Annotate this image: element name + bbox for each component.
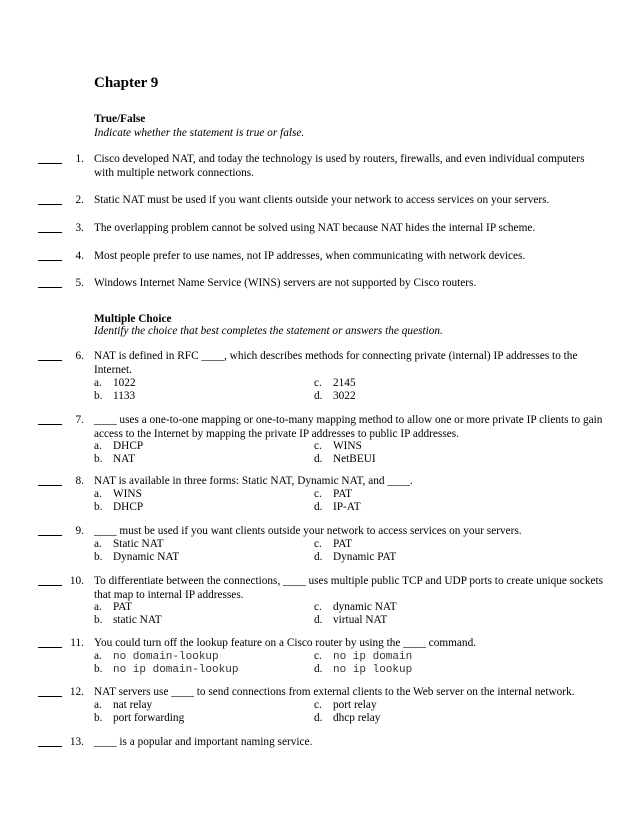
option-c[interactable]: [314, 538, 352, 550]
option-letter: b.: [94, 663, 103, 675]
option-text: WINS: [333, 440, 362, 452]
option-letter: a.: [94, 488, 102, 500]
option-text: 2145: [333, 377, 356, 389]
option-text: PAT: [333, 538, 353, 550]
option-c[interactable]: [314, 699, 377, 711]
option-letter: b.: [94, 453, 103, 465]
option-letter: d.: [314, 551, 323, 563]
question-text: Most people prefer to use names, not IP addresses, when communicating with network devices.: [94, 250, 526, 262]
option-c[interactable]: [314, 440, 362, 452]
option-letter: a.: [94, 538, 102, 550]
option-letter: c.: [314, 440, 322, 452]
option-text: nat relay: [113, 699, 153, 711]
option-text: Static NAT: [113, 538, 164, 550]
option-text: NAT: [113, 453, 135, 465]
question-text: You could turn off the lookup feature on a Cisco router by using the ____ command.: [94, 637, 477, 649]
option-letter: d.: [314, 614, 323, 626]
option-text: 3022: [333, 390, 356, 402]
option-text: DHCP: [113, 440, 144, 452]
option-letter: b.: [94, 501, 103, 513]
question-number: 10.: [69, 575, 84, 587]
option-text: DHCP: [113, 501, 144, 513]
mc-section-instruction: Identify the choice that best completes the statement or answers the question.: [94, 325, 443, 337]
option-letter: c.: [314, 650, 322, 662]
question-number: 4.: [75, 250, 84, 262]
option-b[interactable]: [94, 453, 135, 465]
option-letter: a.: [94, 440, 102, 452]
question-text: NAT is defined in RFC ____, which describes methods for connecting private (internal) IP addresses to the Internet.: [94, 350, 578, 376]
option-text: NetBEUI: [333, 453, 376, 465]
option-c[interactable]: [314, 650, 412, 663]
option-a[interactable]: [94, 377, 136, 389]
option-text: 1133: [113, 390, 136, 402]
option-d[interactable]: [314, 551, 396, 563]
mc-section-title: Multiple Choice: [94, 313, 172, 325]
option-b[interactable]: [94, 614, 162, 626]
option-a[interactable]: [94, 650, 219, 663]
option-letter: d.: [314, 501, 323, 513]
option-b[interactable]: [94, 712, 184, 724]
option-text: no ip lookup: [333, 664, 413, 676]
option-text: Dynamic NAT: [113, 551, 180, 563]
option-letter: c.: [314, 377, 322, 389]
option-d[interactable]: [314, 453, 376, 465]
option-letter: d.: [314, 663, 323, 675]
question-text: ____ is a popular and important naming service.: [94, 736, 313, 748]
option-c[interactable]: [314, 377, 356, 389]
option-letter: c.: [314, 488, 322, 500]
option-d[interactable]: [314, 712, 380, 724]
question-number: 13.: [69, 736, 84, 748]
option-letter: c.: [314, 538, 322, 550]
option-text: WINS: [113, 488, 142, 500]
option-text: no ip domain-lookup: [113, 664, 239, 676]
option-b[interactable]: [94, 501, 143, 513]
option-text: port forwarding: [113, 712, 185, 724]
option-text: no ip domain: [333, 651, 413, 663]
option-d[interactable]: [314, 663, 412, 676]
option-text: 1022: [113, 377, 136, 389]
option-letter: b.: [94, 551, 103, 563]
option-text: virtual NAT: [333, 614, 388, 626]
question-text: Windows Internet Name Service (WINS) servers are not supported by Cisco routers.: [94, 277, 477, 289]
option-text: PAT: [113, 601, 133, 613]
option-letter: a.: [94, 699, 102, 711]
option-b[interactable]: [94, 551, 179, 563]
option-b[interactable]: [94, 663, 238, 676]
question-text: ____ uses a one-to-one mapping or one-to-many mapping method to allow one or more private IP clients to gain access to the Internet by mapping the private IP addresses to public IP addresses.: [94, 414, 603, 440]
option-text: port relay: [333, 699, 377, 711]
option-letter: b.: [94, 390, 103, 402]
question-text: NAT servers use ____ to send connections from external clients to the Web server on the internal network.: [94, 686, 575, 698]
option-text: dynamic NAT: [333, 601, 397, 613]
option-d[interactable]: [314, 614, 387, 626]
question-number: 8.: [75, 475, 84, 487]
tf-section-instruction: Indicate whether the statement is true or false.: [94, 127, 305, 139]
chapter-title: Chapter 9: [94, 75, 159, 91]
question-number: 6.: [75, 350, 84, 362]
option-letter: c.: [314, 699, 322, 711]
option-a[interactable]: [94, 440, 143, 452]
question-text: The overlapping problem cannot be solved using NAT because NAT hides the internal IP scheme.: [94, 222, 536, 234]
option-c[interactable]: [314, 601, 397, 613]
option-letter: a.: [94, 377, 102, 389]
tf-section-title: True/False: [94, 113, 146, 125]
option-d[interactable]: [314, 390, 356, 402]
question-number: 5.: [75, 277, 84, 289]
question-text: Static NAT must be used if you want clients outside your network to access services on your servers.: [94, 194, 550, 206]
question-number: 12.: [69, 686, 84, 698]
option-letter: d.: [314, 390, 323, 402]
question-text: NAT is available in three forms: Static NAT, Dynamic NAT, and ____.: [94, 475, 413, 487]
option-text: dhcp relay: [333, 712, 381, 724]
question-number: 7.: [75, 414, 84, 426]
question-text: To differentiate between the connections, ____ uses multiple public TCP and UDP ports to create unique sockets that map to internal IP addresses.: [94, 575, 604, 601]
option-letter: a.: [94, 601, 102, 613]
option-letter: b.: [94, 614, 103, 626]
option-letter: b.: [94, 712, 103, 724]
option-d[interactable]: [314, 501, 361, 513]
option-letter: c.: [314, 601, 322, 613]
option-text: PAT: [333, 488, 353, 500]
option-text: static NAT: [113, 614, 162, 626]
question-number: 9.: [75, 525, 84, 537]
option-text: no domain-lookup: [113, 651, 219, 663]
option-a[interactable]: [94, 538, 164, 550]
question-number: 3.: [75, 222, 84, 234]
option-a[interactable]: [94, 699, 152, 711]
option-letter: d.: [314, 712, 323, 724]
option-text: Dynamic PAT: [333, 551, 397, 563]
option-b[interactable]: [94, 390, 135, 402]
option-text: IP-AT: [333, 501, 361, 513]
question-text: ____ must be used if you want clients outside your network to access services on your servers.: [94, 525, 522, 537]
question-number: 1.: [75, 153, 84, 165]
option-letter: d.: [314, 453, 323, 465]
option-c[interactable]: [314, 488, 352, 500]
question-text: Cisco developed NAT, and today the technology is used by routers, firewalls, and even individual computers with multiple network connections.: [94, 153, 585, 179]
question-number: 11.: [70, 637, 84, 649]
option-a[interactable]: [94, 488, 142, 500]
option-a[interactable]: [94, 601, 132, 613]
option-letter: a.: [94, 650, 102, 662]
question-number: 2.: [75, 194, 84, 206]
